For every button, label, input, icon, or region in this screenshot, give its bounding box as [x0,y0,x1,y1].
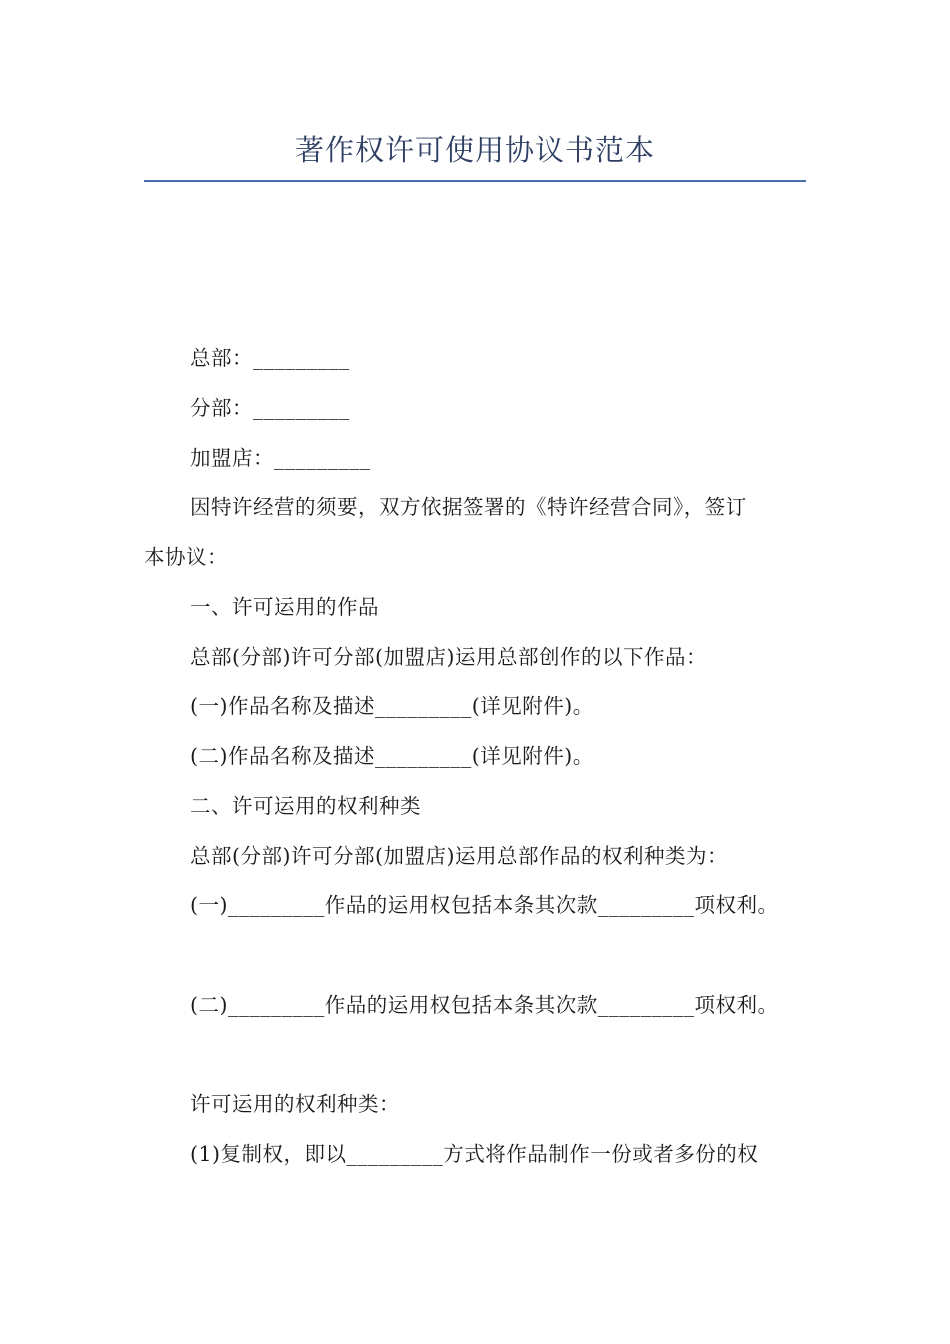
list-item: (二)_________作品的运用权包括本条其次款_________项权利。 [190,993,779,1017]
list-item: (一)_________作品的运用权包括本条其次款_________项权利。 [190,893,779,917]
preamble-continuation: 本协议： [144,545,228,569]
branch-line: 分部：_________ [190,396,350,420]
preamble-line: 因特许经营的须要，双方依据签署的《特许经营合同》，签订 [190,495,747,519]
headquarters-line: 总部：_________ [190,346,350,370]
list-item: (二)作品名称及描述_________(详见附件)。 [190,744,594,768]
franchisee-line: 加盟店：_________ [190,446,371,470]
list-item: (1)复制权，即以_________方式将作品制作一份或者多份的权 [190,1142,759,1166]
list-item: (一)作品名称及描述_________(详见附件)。 [190,694,594,718]
document-title: 著作权许可使用协议书范本 [294,133,655,167]
paragraph-line: 总部(分部)许可分部(加盟店)运用总部创作的以下作品： [190,645,707,669]
section-heading-2: 二、许可运用的权利种类 [190,794,421,818]
paragraph-line: 总部(分部)许可分部(加盟店)运用总部作品的权利种类为： [190,844,728,868]
title-underline [144,180,806,182]
section-heading-1: 一、许可运用的作品 [190,595,379,619]
paragraph-line: 许可运用的权利种类： [190,1092,400,1116]
